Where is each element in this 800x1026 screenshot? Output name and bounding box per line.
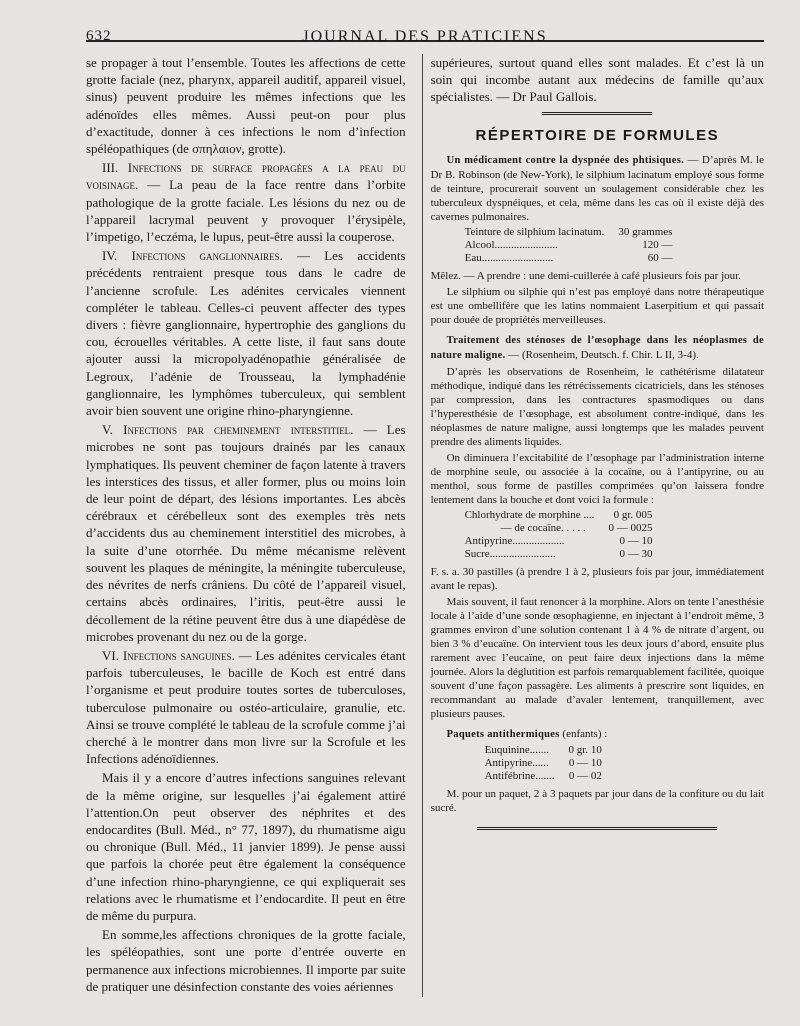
quantity: 0 gr. 10 (568, 743, 602, 756)
formula-heading: Paquets antithermiques (446, 728, 560, 740)
paragraph: F. s. a. 30 pastilles (à prendre 1 à 2, plusieurs fois par jour, immédiatement avant le repas). (430, 565, 764, 592)
paragraph: Le silphium ou silphie qui n’est pas employé dans notre thérapeutique est une ombellifère que les latins nommaient Laserpitium et qui passait pour douée de propriétés merveilleuses. (430, 285, 764, 326)
ingredient: — de cocaïne. . . . . (500, 521, 586, 534)
ingredient: Antipyrine...... (484, 756, 549, 769)
quantity: 60 — (647, 251, 673, 264)
quantity: 0 — 30 (619, 547, 653, 560)
left-column (86, 54, 406, 997)
section-body: — Les accidents précédents rentraient presque tous dans le cadre de l’ancienne scrofule. Les adénites cervicales viennent compléter le tableau. Celles-ci peuvent affecter des types divers : fièvre ganglionnaire, hypertrophie des ganglions du cou, écrouelles véritables. A cette liste, il faut sans doute ajouter aussi la micropolyadénopathie généralisée de Legroux, l’adénie de Trousseau, la lymphadénie ganglionnaire, les lymphômes tuberculeux, qui semblent avoir bien souvent une origine rhino-pharyngienne. (86, 248, 406, 419)
section-heading: IV. Infections ganglionnaires. (102, 248, 283, 264)
quantity: 30 grammes (618, 225, 673, 238)
formula-table (461, 509, 657, 561)
formula-subheading: (enfants) : (559, 727, 608, 740)
paragraph: Mais il y a encore d’autres infections sanguines relevant de la même origine, sur lesquelles j’ai également attiré l’attention.On peut observer des néphrites et des endocardites (Bull. Méd., n° 77, 1897), du rhumatisme aigu ou chronique (Bull. Méd., 11 janvier 1899). Je pense aussi que parfois la chorée peut être également la conséquence d’une infection rhino-pharyngienne, ce qui expliquerait ses relations avec le rhumatisme et l’endocardite. Il peut en être de même du purpura. (86, 770, 406, 923)
formula-row (481, 744, 606, 757)
formula-table (461, 226, 677, 265)
formula-table (481, 744, 606, 783)
section-body: — La peau de la face rentre dans l’orbite pathologique de la grotte faciale. Les lésions du nez ou de l’appareil lacrymal peuvent y provoquer l’érysipèle, l’impetigo, l’eczéma, le lupus, peut-être aussi la couperose. (86, 177, 406, 245)
separator-rule (542, 112, 652, 115)
section-iv (86, 247, 406, 419)
text-columns (86, 42, 764, 997)
formula-row (461, 535, 657, 548)
section-vi (86, 647, 406, 767)
paragraph: D’après les observations de Rosenheim, le cathétérisme dilatateur méthodique, indiqué dans les rétrécissements cicatriciels, dans les sténoses par compression, dans les contractures spasmodiques ou dans l’hyperesthésie de l’œsophage, est absolument contre-indiqué, dans les néoplasmes de nature maligne, aussi longtemps que les malades peuvent prendre des aliments liquides. (430, 365, 764, 448)
ingredient: Eau.......................... (464, 251, 554, 264)
ingredient: Chlorhydrate de morphine .... (464, 508, 595, 521)
paragraph: En somme,les affections chroniques de la grotte faciale, les spéléopathies, sont une porte d’entrée ouverte en permanence aux infections microbiennes. Il importe par suite de pratiquer une désinfection constante des voies aériennes (86, 927, 406, 994)
formula-row (461, 509, 657, 522)
quantity: 0 — 02 (568, 769, 602, 782)
formula-row (461, 226, 677, 239)
formula-reference: — (Rosenheim, Deutsch. f. Chir. L II, 3-4). (505, 348, 699, 361)
page-header (86, 0, 764, 45)
page-number: 632 (86, 28, 112, 44)
section-heading: V. Infections par cheminement interstitiel. (102, 422, 354, 438)
formula-row (461, 239, 677, 252)
formula-entry-dyspnee (431, 153, 764, 224)
formula-entry-paquets (431, 727, 764, 742)
formula-entry-oesophage (431, 333, 764, 363)
ingredient: Sucre........................ (464, 547, 556, 560)
right-column (422, 54, 764, 997)
section-title: RÉPERTOIRE DE FORMULES (475, 126, 720, 144)
continuation-paragraph: supérieures, surtout quand elles sont malades. Et c’est là un soin qui incombe autant aux médecins de famille qu’aux spécialistes. — Dr Paul Gallois. (430, 55, 764, 105)
paragraph: On diminuera l’excitabilité de l’œsophage par l’administration interne de morphine seule, ou associée à la cocaïne, ou à l’antipyrine, ou au menthol, sous forme de pastilles comprimées qu’on laissera fondre lentement dans la bouche et dont voici la formule : (430, 451, 764, 506)
ingredient: Euquinine....... (484, 743, 550, 756)
formula-row (481, 757, 606, 770)
paragraph: se propager à tout l’ensemble. Toutes les affections de cette grotte faciale (nez, pharynx, appareil auditif, appareil visuel, sinus) peuvent produire les mêmes infections que les adénoïdes elles mêmes. Aussi peut-on pour plus d’exactitude, donner à ces infections le nom d’infection spéléopathiques (de σπηλαιον, grotte). (86, 55, 406, 157)
formula-body: — D’après M. le Dr B. Robinson (de New-York), le silphium lacinatum employé sous forme de teinture, procurerait souvent un soulagement considérable chez les tuberculeux dyspnéiques, et cela, même dans les cas où il existe déjà des cavernes pulmonaires. (430, 153, 764, 223)
section-body: — Les microbes ne sont pas toujours drainés par les canaux lymphatiques. Ils peuvent cheminer de façon latente à travers les interstices des tissus, et aller former, plus ou moins loin de leur point de départ, des lésions importantes. Les abcès cérébraux et cérébelleux sont des exemples très nets d’accidents dus au cheminement interstitiel des microbes, à la suite d’une otorrhée. Du même mécanisme relèvent souvent les plaques de méningite, la méningite tuberculeuse, des névrites de nerfs crâniens. Du côté de l’appareil visuel, certains abcès ordinaires, l’iritis, peut-être aussi le décollement de la rétine peuvent être dus à une diapédèse de microbes provenant du nez ou de la gorge. (86, 422, 406, 644)
paragraph: Mêlez. — A prendre : une demi-cuillerée à café plusieurs fois par jour. (430, 269, 741, 282)
journal-title: JOURNAL DES PRATICIENS (302, 28, 548, 45)
paragraph: M. pour un paquet, 2 à 3 paquets par jour dans de la confiture ou du lait sucré. (430, 787, 764, 814)
ingredient: Teinture de silphium lacinatum. (464, 225, 605, 238)
section-heading: VI. Infections sanguines. (102, 647, 235, 663)
section-heading: III. Infections de surface propagées a la peau du voisinage. (86, 160, 406, 193)
formula-row (461, 252, 677, 265)
quantity: 120 — (642, 238, 673, 251)
formula-row (461, 522, 657, 535)
section-iii (86, 159, 406, 245)
quantity: 0 — 10 (568, 756, 602, 769)
ingredient: Alcool....................... (464, 238, 558, 251)
quantity: 0 — 0025 (608, 521, 653, 534)
ingredient: Antifébrine....... (484, 769, 555, 782)
section-v (86, 421, 406, 645)
section-body: — Les adénites cervicales étant parfois tuberculeuses, le bacille de Koch est entré dans l’organisme et peut produire toutes sortes de tuberculoses, tuberculose pulmonaire ou ostéo-articulaire, granulie, etc. Ainsi se trouve complété le tableau de la scrofule comme j’ai cherché à le montrer dans mon livre sur la Scrofule et les Infections adénoïdiennes. (86, 647, 406, 767)
formula-row (461, 548, 657, 561)
formula-heading: Un médicament contre la dyspnée des phtisiques. (446, 154, 685, 166)
paragraph: Mais souvent, il faut renoncer à la morphine. Alors on tente l’anesthésie locale à l’aide d’une sonde œsophagienne, en injectant à l’endroit même, 3 grammes environ d’une solution contenant 1 à 4 % de nitrate d’argent, ou bien 3 % d’eucaïne. On intervient tous les deux jours d’abord, ensuite plus rarement avec l’eucaïne, on peut faire deux injections dans la même journée. Alors la déglutition est parfois remarquablement facilitée, quoique souvent d’une façon passagère. Les aliments à prescrire sont liquides, en recommandant au malade d’avaler lentement, tranquillement, avec plusieurs pauses. (430, 595, 764, 720)
quantity: 0 gr. 005 (613, 508, 653, 521)
ingredient: Antipyrine................... (464, 534, 565, 547)
formula-heading: Traitement des sténoses de l’œsophage dans les néoplasmes de nature maligne. (430, 334, 764, 361)
end-rule (477, 827, 717, 830)
quantity: 0 — 10 (619, 534, 653, 547)
formula-row (481, 770, 606, 783)
